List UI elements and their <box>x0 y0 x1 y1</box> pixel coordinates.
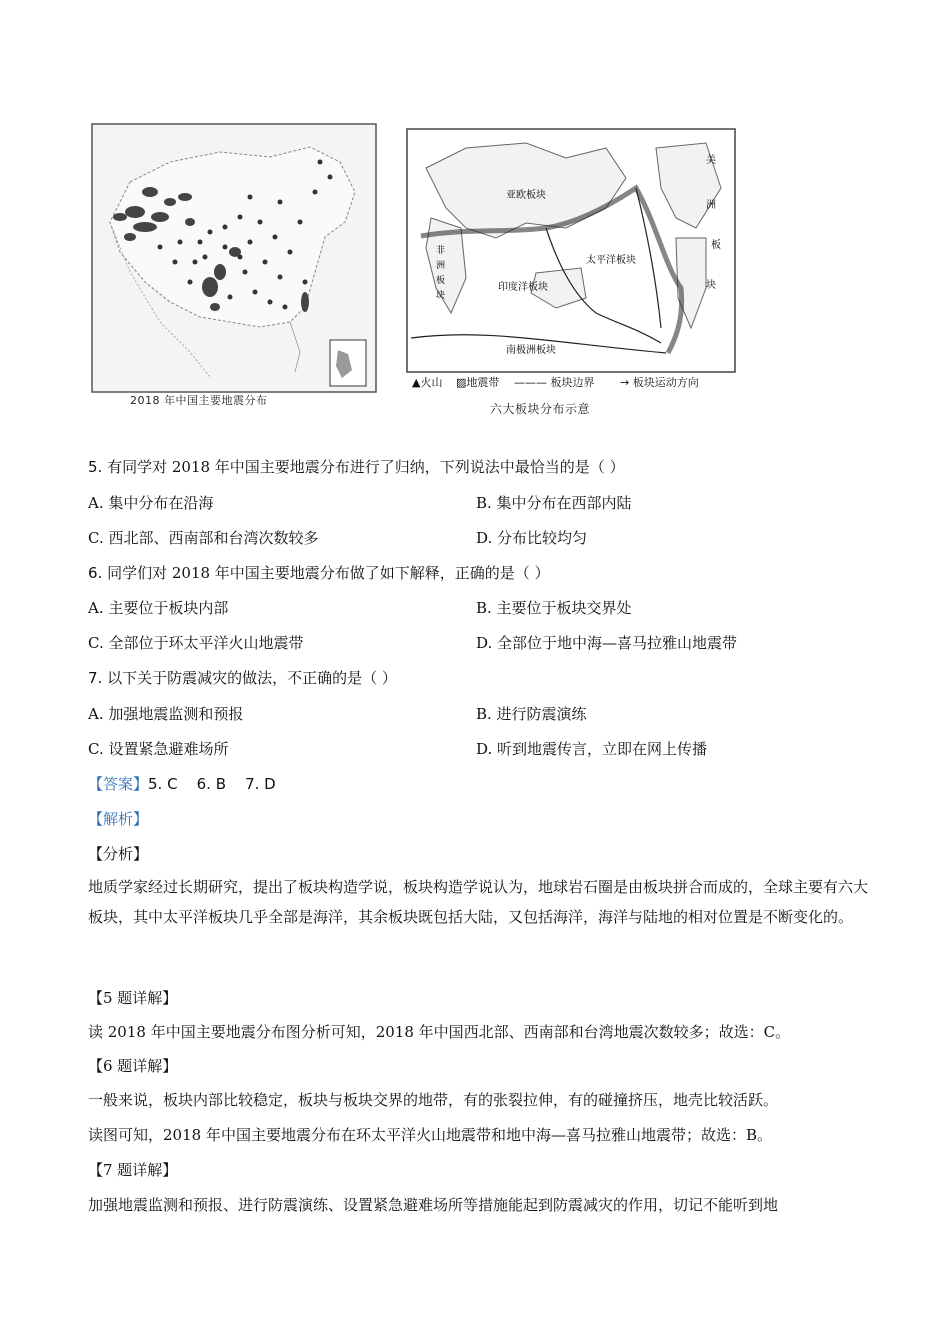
answer-line <box>88 773 276 794</box>
question-5-stem: 5. 有同学对 2018 年中国主要地震分布进行了归纳，下列说法中最恰当的是（ ） <box>88 458 625 476</box>
q5-option-c: C. 西北部、西南部和台湾次数较多 <box>88 529 319 547</box>
legend-plate-motion: → 板块运动方向 <box>620 376 699 389</box>
plate-distribution-map <box>406 128 736 373</box>
plate-label-american4: 块 <box>706 280 716 291</box>
q6-option-a: A. 主要位于板块内部 <box>88 599 229 617</box>
plate-map-legend <box>410 374 740 392</box>
detail-7-text: 加强地震监测和预报、进行防震演练、设置紧急避难场所等措施能起到防震减灾的作用，切记不能听到地 <box>88 1196 779 1214</box>
q7-option-c: C. 设置紧急避难场所 <box>88 740 229 758</box>
legend-seismic-belt: ▨地震带 <box>456 376 500 389</box>
figures <box>90 122 740 422</box>
plate-map-caption: 六大板块分布示意 <box>490 402 591 416</box>
fenxi-text: 地质学家经过长期研究，提出了板块构造学说，板块构造学说认为，地球岩石圈是由板块拼合而成的，全球主要有六大板块，其中太平洋板块几乎全部是海洋，其余板块既包括大陆，又包括海洋，海洋与陆地的相对位置是不断变化的。 <box>88 878 869 926</box>
plate-label-african1: 非 <box>436 246 446 256</box>
plate-label-pacific: 太平洋板块 <box>586 255 636 266</box>
answer-text: 5. C 6. B 7. D <box>148 775 276 793</box>
plate-label-american: 美 <box>706 155 716 166</box>
plate-label-eurasian: 亚欧板块 <box>506 190 546 201</box>
legend-volcano: ▲火山 <box>412 376 443 389</box>
question-7-stem: 7. 以下关于防震减灾的做法，不正确的是（ ） <box>88 669 397 687</box>
detail-5-label: 【5 题详解】 <box>88 989 178 1007</box>
plate-label-antarctic: 南极洲板块 <box>506 345 556 356</box>
question-6-stem: 6. 同学们对 2018 年中国主要地震分布做了如下解释，正确的是（ ） <box>88 564 550 582</box>
plate-label-american3: 板 <box>711 240 721 251</box>
q6-option-b: B. 主要位于板块交界处 <box>476 599 632 617</box>
detail-5-text: 读 2018 年中国主要地震分布图分析可知，2018 年中国西北部、西南部和台湾地震次数较多；故选：C。 <box>88 1023 791 1041</box>
q7-option-b: B. 进行防震演练 <box>476 705 587 723</box>
detail-6-text-2: 读图可知，2018 年中国主要地震分布在环太平洋火山地震带和地中海—喜马拉雅山地震带；故选：B。 <box>88 1126 772 1144</box>
fenxi-label: 【分析】 <box>88 845 149 863</box>
detail-7-label: 【7 题详解】 <box>88 1161 178 1179</box>
legend-plate-boundary: ——— 板块边界 <box>514 376 595 389</box>
china-map-caption: 2018 年中国主要地震分布 <box>130 394 268 407</box>
q7-option-d: D. 听到地震传言，立即在网上传播 <box>476 740 708 758</box>
analysis-label: 【解析】 <box>88 810 149 828</box>
detail-6-text-1: 一般来说，板块内部比较稳定，板块与板块交界的地带，有的张裂拉伸，有的碰撞挤压，地壳比较活跃。 <box>88 1091 779 1109</box>
plate-label-american2: 洲 <box>706 200 716 211</box>
plate-label-african2: 洲 <box>436 261 446 271</box>
detail-6-label: 【6 题详解】 <box>88 1057 178 1075</box>
q6-option-c: C. 全部位于环太平洋火山地震带 <box>88 634 304 652</box>
q7-option-a: A. 加强地震监测和预报 <box>88 705 244 723</box>
plate-label-african3: 板 <box>436 276 446 286</box>
china-earthquake-map <box>90 122 378 394</box>
plate-label-indian: 印度洋板块 <box>498 282 548 293</box>
q5-option-a: A. 集中分布在沿海 <box>88 494 214 512</box>
plate-label-african4: 块 <box>436 291 446 301</box>
q6-option-d: D. 全部位于地中海—喜马拉雅山地震带 <box>476 634 738 652</box>
q5-option-d: D. 分布比较均匀 <box>476 529 588 547</box>
answer-label: 【答案】 <box>88 775 149 793</box>
q5-option-b: B. 集中分布在西部内陆 <box>476 494 632 512</box>
